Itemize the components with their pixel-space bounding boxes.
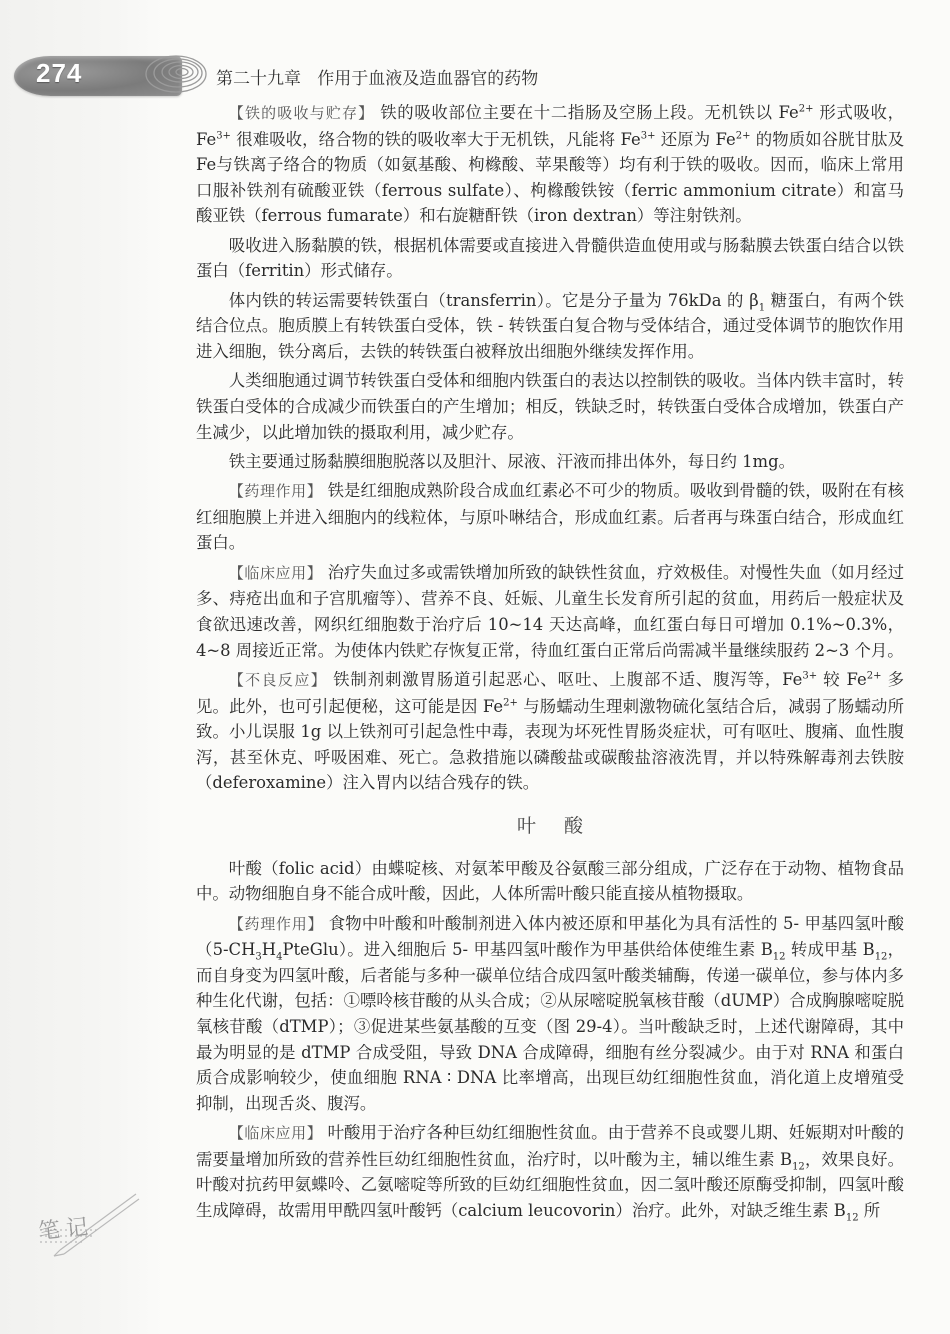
iron-storage-paragraph: 吸收进入肠黏膜的铁，根据机体需要或直接进入骨髓供造血使用或与肠黏膜去铁蛋白结合以铁蛋白（ferritin）形式储存。 [196,235,904,281]
heading-tag-iron-adverse: 【不良反应】 [228,671,328,690]
heading-tag-folic-pharmacology: 【药理作用】 [228,914,324,933]
body-text [196,100,904,1227]
iron-pharmacology-paragraph: 【药理作用】 铁是红细胞成熟阶段合成血红素必不可少的物质。吸收到骨髓的铁，吸附在有核红细胞膜上并进入细胞内的线粒体，与原卟啉结合，形成血红素。后者再与珠蛋白结合，形成血红蛋白。 [196,481,904,553]
notes-label: 笔记 [37,1214,96,1245]
chapter-title: 第二十九章 作用于血液及造血器官的药物 [216,69,539,89]
notes-margin [0,0,163,1334]
iron-regulation-paragraph: 人类细胞通过调节转铁蛋白受体和细胞内铁蛋白的表达以控制铁的吸收。当体内铁丰富时，转铁蛋白受体的合成减少而铁蛋白的产生增加；相反，铁缺乏时，转铁蛋白受体合成增加，铁蛋白产生减少，以此增加铁的摄取利用，减少贮存。 [196,371,904,442]
folic-intro-paragraph: 叶酸（folic acid）由蝶啶核、对氨苯甲酸及谷氨酸三部分组成，广泛存在于动物、植物食品中。动物细胞自身不能合成叶酸，因此，人体所需叶酸只能直接从植物摄取。 [196,858,904,904]
iron-clinical-paragraph: 【临床应用】 治疗失血过多或需铁增加所致的缺铁性贫血，疗效极佳。对慢性失血（如月经过多、痔疮出血和子宫肌瘤等）、营养不良、妊娠、儿童生长发育所引起的贫血，用药后一般症状及食欲迅速改善，网织红细胞数于治疗后 10~14 天达高峰，血红蛋白每日可增加 0.1%~0.3%，4~8 周接近正常。为使体内铁贮存恢复正常，待血红蛋白正常后尚需减半量继续服药 2~3 个月。 [196,562,904,660]
iron-adverse-paragraph: 【不良反应】 铁制剂刺激胃肠道引起恶心、呕吐、上腹部不适、腹泻等，$Fe^{3+}$ 较 $Fe^{2+}$ 多见。此外，也可引起便秘，这可能是因 $Fe^{2+}$ 与肠蠕动生理刺激物硫化氢结合后，减弱了肠蠕动所致。小儿误服 1g 以上铁剂可引起急性中毒，表现为坏死性胃肠炎症状，可有呕吐、腹痛、血性腹泻，甚至休克、呼吸困难、死亡。急救措施以磷酸盐或碳酸盐溶液洗胃，并以特殊解毒剂去铁胺（deferoxamine）注入胃内以结合残存的铁。 [196,670,904,793]
folic-pharmacology-paragraph: 【药理作用】 食物中叶酸和叶酸制剂进入体内被还原和甲基化为具有活性的 5- 甲基四氢叶酸$(5-CH_3H_4PteGlu)$。进入细胞后 5- 甲基四氢叶酸作为甲基供给体使维生素 $B_{12}$ 转成甲基 $B_{12}$，而自身变为四氢叶酸，后者能与多种一碳单位结合成四氢叶酸类辅酶，传递一碳单位，参与体内多种生化代谢，包括：①嘌呤核苷酸的从头合成；②从尿嘧啶脱氧核苷酸（dUMP）合成胸腺嘧啶脱氧核苷酸（dTMP）；③促进某些氨基酸的互变（图 29-4）。当叶酸缺乏时，上述代谢障碍，其中最为明显的是 dTMP 合成受阻，导致 DNA 合成障碍，细胞有丝分裂减少。由于对 RNA 和蛋白质合成影响较少，使血细胞 RNA ∶ DNA 比率增高，出现巨幼红细胞性贫血，消化道上皮增殖受抑制，出现舌炎、腹泻。 [196,913,905,1113]
heading-tag-iron-clinical: 【临床应用】 [228,563,323,582]
iron-transport-paragraph: 体内铁的转运需要转铁蛋白（transferrin）。它是分子量为 76kDa 的 $\beta_1$ 糖蛋白，有两个铁结合位点。胞质膜上有转铁蛋白受体，铁 - 转铁蛋白复合物与受体结合，通过受体调节的胞饮作用进入细胞，铁分离后，去铁的转铁蛋白被释放出细胞外继续发挥作用。 [196,290,904,361]
iron-absorption-paragraph: 【铁的吸收与贮存】 铁的吸收部位主要在十二指肠及空肠上段。无机铁以 $Fe^{2+}$ 形式吸收，$Fe^{3+}$ 很难吸收，络合物的铁的吸收率大于无机铁，凡能将 $Fe^{3+}$ 还原为 $Fe^{2+}$ 的物质如谷胱甘肽及Fe与铁离子络合的物质（如氨基酸、枸橼酸、苹果酸等）均有利于铁的吸收。因而，临床上常用口服补铁剂有硫酸亚铁（ferrous sulfate）、枸橼酸铁铵（ferric ammonium citrate）和富马酸亚铁（ferrous fumarate）和右旋糖酐铁（iron dextran）等注射铁剂。 [196,103,904,226]
page-number: 274 [36,58,83,88]
folic-clinical-paragraph: 【临床应用】 叶酸用于治疗各种巨幼红细胞性贫血。由于营养不良或婴儿期、妊娠期对叶酸的需要量增加所致的营养性巨幼红细胞性贫血，治疗时，以叶酸为主，辅以维生素 $B_{12}$，效果良好。叶酸对抗药甲氨蝶呤、乙氨嘧啶等所致的巨幼红细胞性贫血，因二氢叶酸还原酶受抑制，四氢叶酸生成障碍，故需用甲酰四氢叶酸钙（calcium leucovorin）治疗。此外，对缺乏维生素 $B_{12}$ 所 [196,1123,904,1224]
heading-tag-iron-pharmacology: 【药理作用】 [228,482,323,501]
section-title-folic-acid: 叶酸 [516,815,611,838]
iron-excretion-paragraph: 铁主要通过肠黏膜细胞脱落以及胆汁、尿液、汗液而排出体外，每日约 1mg。 [228,451,795,471]
heading-tag-folic-clinical: 【临床应用】 [228,1124,323,1143]
heading-tag-iron-absorption: 【铁的吸收与贮存】 [228,104,375,122]
swirl-ornament-icon [136,48,216,100]
